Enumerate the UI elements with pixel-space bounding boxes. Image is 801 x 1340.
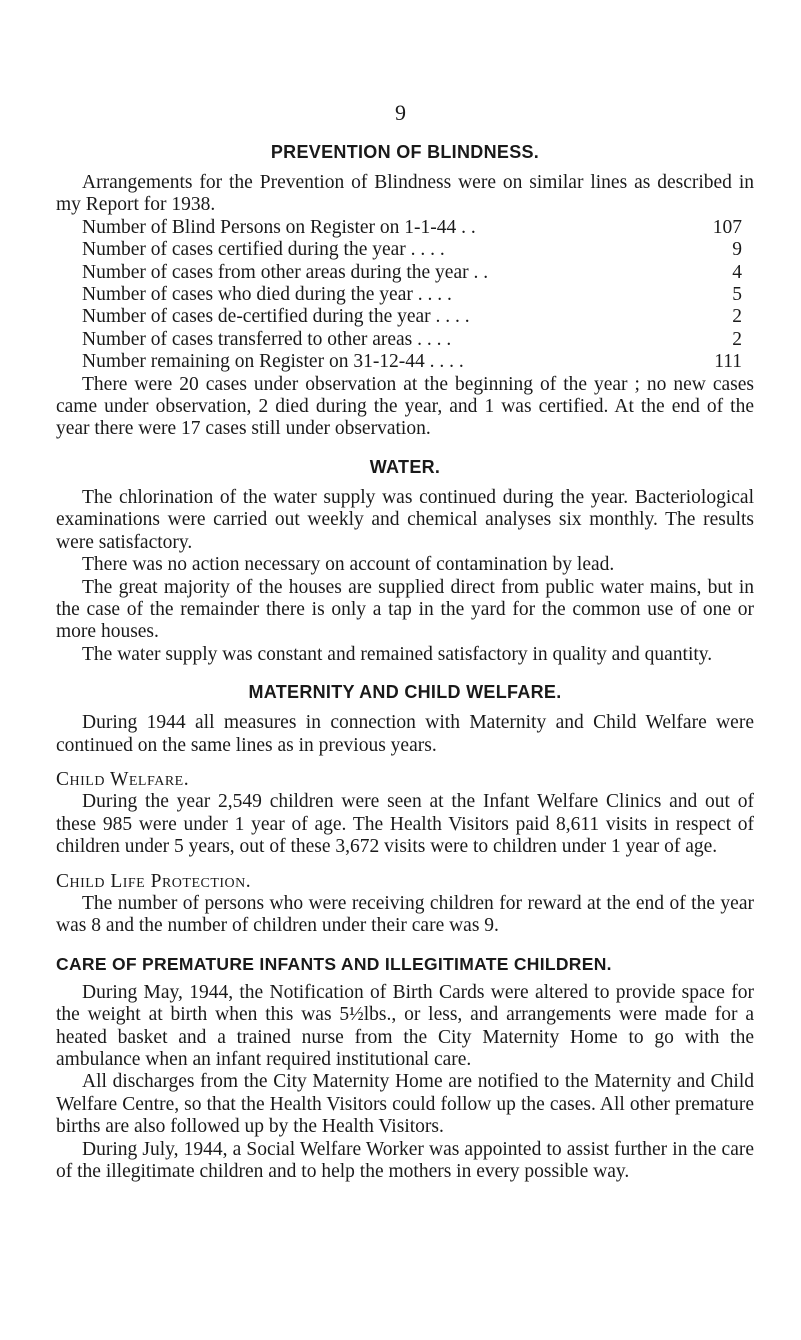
stats-value: 4 bbox=[732, 261, 742, 283]
stats-value: 9 bbox=[732, 239, 742, 261]
stats-value: 5 bbox=[732, 284, 742, 306]
maternity-intro: During 1944 all measures in connection with Maternity and Child Welfare were continued on the same lines as in previous years. bbox=[56, 712, 754, 756]
stats-value: 2 bbox=[732, 306, 742, 328]
premature-paragraph: During May, 1944, the Notification of Birth Cards were altered to provide space for the weight at birth when this was 5½lbs., or less, and arrangements were made for a heated basket and a trained nurse from the City Maternity Home to go with the ambulance when an infant required institutional care. bbox=[56, 981, 754, 1070]
stats-value: 107 bbox=[712, 216, 742, 238]
stats-row bbox=[56, 329, 754, 351]
heading-prevention-of-blindness: PREVENTION OF BLINDNESS. bbox=[270, 142, 540, 162]
subheading-child-life-protection: Child Life Protection. bbox=[56, 870, 252, 892]
stats-value: 2 bbox=[732, 328, 742, 350]
water-paragraph: There was no action necessary on account of contamination by lead. bbox=[82, 554, 615, 576]
water-paragraph: The chlorination of the water supply was continued during the year. Bacteriological examinations were carried out weekly and chemical analyses six monthly. The results were satisfactory. bbox=[56, 486, 754, 553]
child-welfare-text: During the year 2,549 children were seen at the Infant Welfare Clinics and out of these 985 were under 1 year of age. The Health Visitors paid 8,611 visits in respect of children under 5 years, out of these 3,672 visits were to children under 1 year of age. bbox=[56, 791, 754, 858]
stats-row bbox=[56, 217, 754, 239]
section-prevention-of-blindness bbox=[56, 140, 754, 441]
water-paragraph: The great majority of the houses are supplied direct from public water mains, but in the case of the remainder there is only a tap in the yard for the common use of one or more houses. bbox=[56, 576, 754, 643]
premature-paragraph: All discharges from the City Maternity Home are notified to the Maternity and Child Welfare Centre, so that the Health Visitors could follow up the cases. All other premature births are also followed up by the Health Visitors. bbox=[56, 1071, 754, 1138]
page-number: 9 bbox=[395, 100, 406, 125]
page-content bbox=[56, 140, 754, 1183]
stats-label: Number of Blind Persons on Register on 1-1-44 . . bbox=[82, 216, 476, 238]
heading-maternity-child-welfare: MATERNITY AND CHILD WELFARE. bbox=[248, 682, 562, 703]
section-maternity-child-welfare bbox=[56, 680, 754, 938]
child-life-text: The number of persons who were receiving children for reward at the end of the year was 8 and the number of children under their care was 9. bbox=[56, 892, 754, 937]
stats-label: Number of cases certified during the year . . . . bbox=[82, 239, 445, 261]
stats-label: Number remaining on Register on 31-12-44 . . . . bbox=[82, 351, 464, 373]
stats-row bbox=[56, 351, 754, 373]
stats-row bbox=[56, 262, 754, 284]
subheading-child-welfare: Child Welfare. bbox=[56, 768, 190, 790]
heading-premature-infants: CARE OF PREMATURE INFANTS AND ILLEGITIMATE CHILDREN. bbox=[56, 953, 612, 974]
stats-row bbox=[56, 239, 754, 261]
stats-value: 111 bbox=[714, 351, 742, 373]
stats-label: Number of cases from other areas during the year . . bbox=[82, 261, 489, 283]
stats-label: Number of cases who died during the year . . . . bbox=[82, 284, 452, 306]
water-paragraph: The water supply was constant and remained satisfactory in quality and quantity. bbox=[82, 643, 713, 665]
stats-row bbox=[56, 306, 754, 328]
blindness-observation: There were 20 cases under observation at the beginning of the year ; no new cases came under observation, 2 died during the year, and 1 was certified. At the end of the year there were 17 cases still under observation. bbox=[56, 373, 754, 440]
stats-row bbox=[56, 284, 754, 306]
stats-label: Number of cases transferred to other areas . . . . bbox=[82, 328, 452, 350]
section-premature-infants bbox=[56, 952, 754, 1184]
stats-label: Number of cases de-certified during the year . . . . bbox=[82, 306, 470, 328]
premature-paragraph: During July, 1944, a Social Welfare Worker was appointed to assist further in the care of the illegitimate children and to help the mothers in every possible way. bbox=[56, 1138, 754, 1183]
blindness-intro: Arrangements for the Prevention of Blindness were on similar lines as described in my Report for 1938. bbox=[56, 172, 754, 216]
section-water bbox=[56, 455, 754, 666]
blindness-stats-table bbox=[56, 217, 754, 374]
heading-water: WATER. bbox=[369, 456, 441, 477]
